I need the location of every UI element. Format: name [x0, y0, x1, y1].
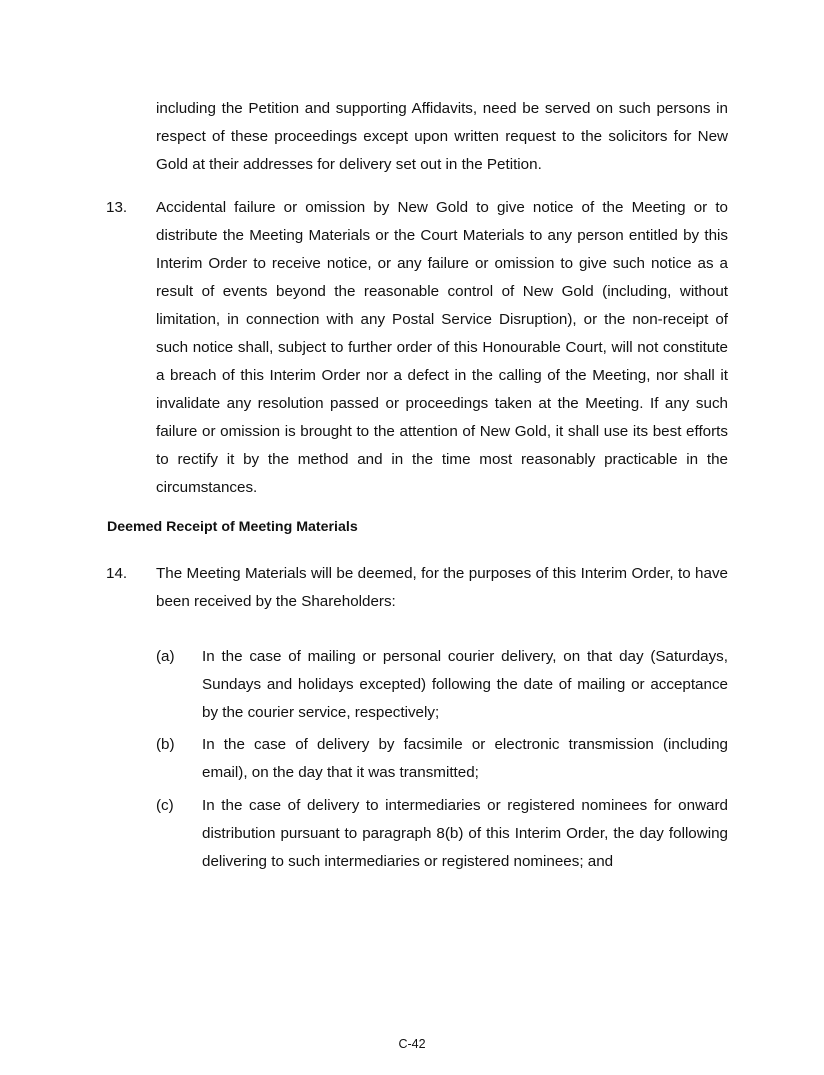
subparagraph-c-letter: (c) [156, 797, 174, 814]
subparagraph-b-text: In the case of delivery by facsimile or electronic transmission (including email), on the day that it was transmitted; [202, 736, 728, 781]
paragraph-13-text: Accidental failure or omission by New Gold to give notice of the Meeting or to distribute the Meeting Materials or the Court Materials to any person entitled by this Interim Order to receive notice, or any failure or omission to give such notice as a result of events beyond the reasonable control of New Gold (including, without limitation, in connection with any Postal Service Disruption), or the non-receipt of such notice shall, subject to further order of this Honourable Court, will not constitute a breach of this Interim Order nor a defect in the calling of the Meeting, nor shall it invalidate any resolution passed or proceedings taken at the Meeting. If any such failure or omission is brought to the attention of New Gold, it shall use its best efforts to rectify it by the method and in the time most reasonably practicable in the circumstances. [156, 199, 728, 496]
subparagraph-b [156, 731, 728, 787]
paragraph-14-number: 14. [106, 565, 128, 582]
paragraph-14-text: The Meeting Materials will be deemed, for the purposes of this Interim Order, to have been received by the Shareholders: [156, 565, 728, 610]
subparagraph-b-letter: (b) [156, 736, 175, 753]
paragraph-13-number: 13. [106, 199, 128, 216]
paragraph-13 [106, 194, 728, 502]
subparagraph-c-text: In the case of delivery to intermediaries or registered nominees for onward distribution pursuant to paragraph 8(b) of this Interim Order, the day following delivering to such intermediaries or registered nominees; and [202, 797, 728, 870]
paragraph-14 [106, 560, 728, 616]
paragraph-continuation: including the Petition and supporting Affidavits, need be served on such persons in respect of these proceedings except upon written request to the solicitors for New Gold at their addresses for delivery set out in the Petition. [156, 100, 728, 173]
subparagraph-a-letter: (a) [156, 648, 175, 665]
subparagraph-a [156, 643, 728, 727]
subparagraph-c [156, 792, 728, 876]
section-heading: Deemed Receipt of Meeting Materials [107, 519, 358, 535]
subparagraph-a-text: In the case of mailing or personal courier delivery, on that day (Saturdays, Sundays and holidays excepted) following the date of mailing or acceptance by the courier service, respectively; [202, 648, 728, 721]
page-number: C-42 [398, 1037, 426, 1051]
